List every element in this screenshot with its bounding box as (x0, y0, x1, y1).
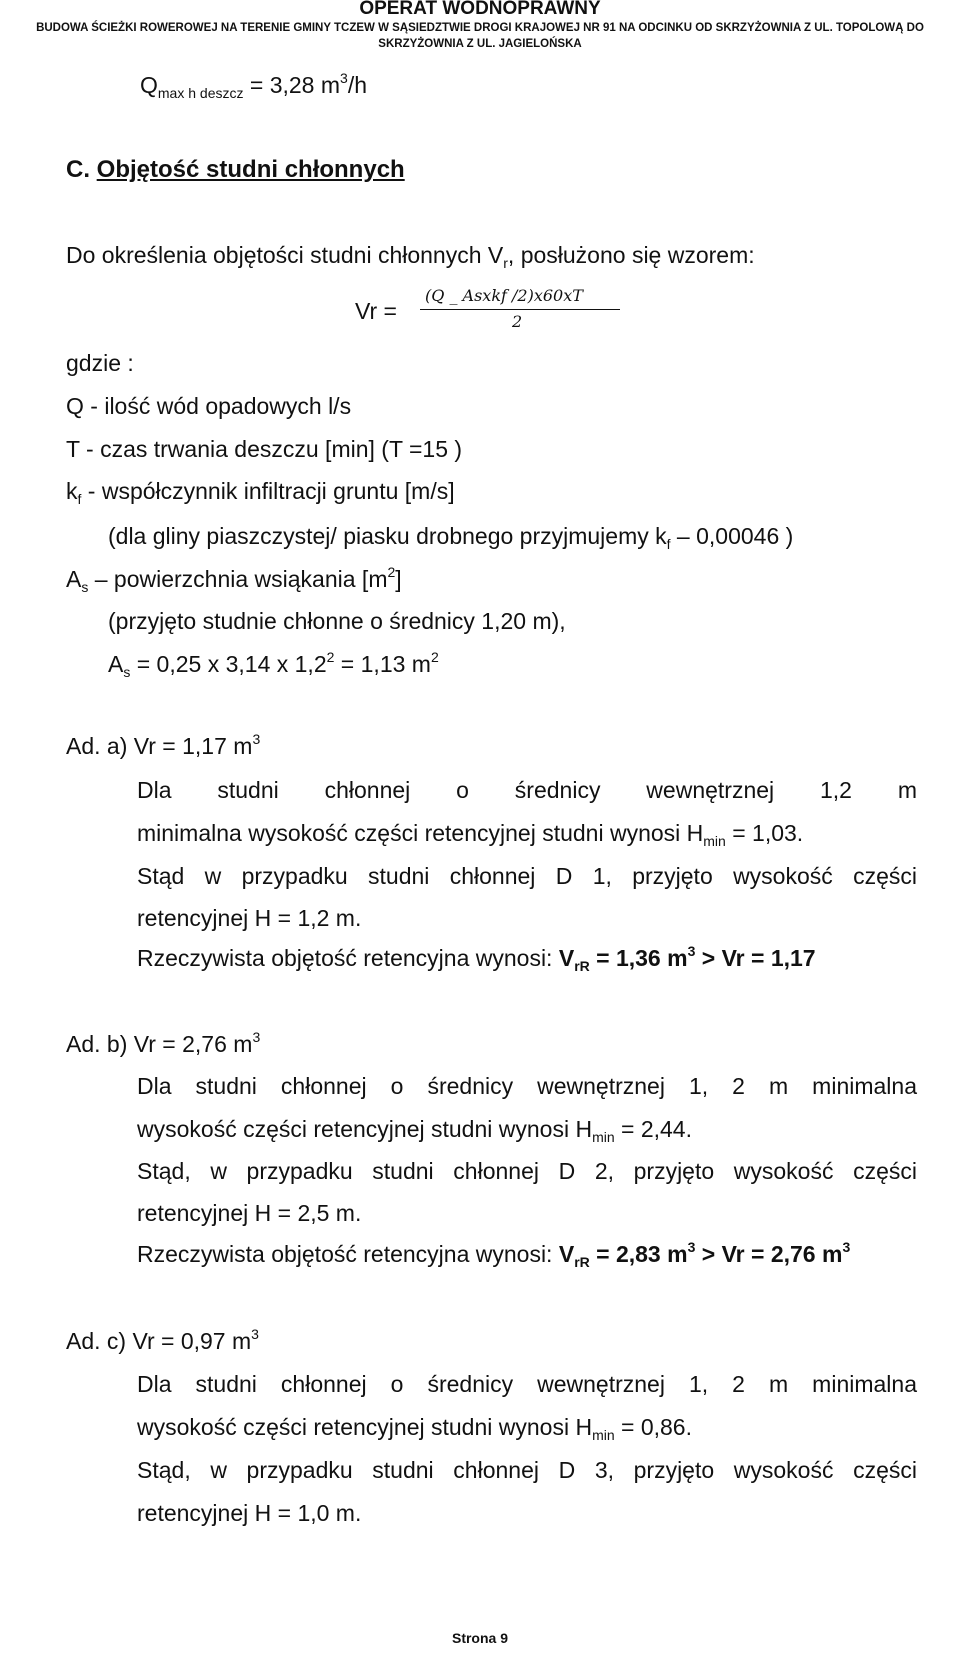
def-as-equation: $A_s = 0,25$ x 3,14 x $1,2^2 = 1,13$ $m^2$ (108, 649, 439, 680)
document-header-line-1: BUDOWA ŚCIEŻKI ROWEROWEJ NA TERENIE GMINY TCZEW W SĄSIEDZTWIE DROGI KRAJOWEJ NR 91 NA ODCINKU OD SKRZYŻOWNIA Z UL. TOPOLOWĄ DO (36, 22, 924, 34)
ad-a-heading: Ad. a) Vr = 1,17 $m^3$ (66, 731, 261, 759)
def-t: T - czas trwania deszczu [min] (T =15 ) (66, 436, 463, 462)
document-header-title: OPERAT WODNOPRAWNY (359, 0, 601, 19)
qmax-line: $Q_{max h deszcz} = 3,28$ $m^3/h$ (140, 70, 367, 101)
ad-c-line-3: Stąd, w przypadku studni chłonnej D 3, przyjęto wysokość części (137, 1457, 917, 1483)
ad-b-line-5: Rzeczywista objętość retencyjna wynosi: $V_{rR} = 2,83$ $m^3 > Vr = 2,76$ $m^3$ (137, 1239, 851, 1270)
ad-a-line-2: minimalna wysokość części retencyjnej studni wynosi $H_{min} = 1,03$. (137, 820, 804, 849)
formula-numerator: (Q _ Asxkf /2)x60xT (425, 286, 583, 305)
formula-fraction-bar (420, 309, 620, 310)
def-q: Q - ilość wód opadowych l/s (66, 393, 352, 419)
formula-denominator: 2 (512, 312, 523, 331)
ad-a-line-1: Dla studni chłonnej o średnicy wewnętrznej 1,2 m (137, 777, 917, 803)
ad-a-line-3: Stąd w przypadku studni chłonnej D 1, przyjęto wysokość części (137, 863, 917, 889)
ad-a-line-4: retencyjnej H = 1,2 m. (137, 905, 362, 931)
ad-b-line-1: Dla studni chłonnej o średnicy wewnętrznej 1, 2 m minimalna (137, 1073, 917, 1099)
ad-b-line-4: retencyjnej H = 2,5 m. (137, 1200, 362, 1226)
formula-lhs: Vr = (355, 298, 397, 324)
def-kf-note: (dla gliny piaszczystej/ piasku drobnego przyjmujemy $k_f - 0,00046$ ) (108, 523, 794, 552)
def-kf: $k_f$ - współczynnik infiltracji gruntu [m/s] (66, 478, 455, 507)
ad-b-line-3: Stąd, w przypadku studni chłonnej D 2, przyjęto wysokość części (137, 1158, 917, 1184)
intro-paragraph: Do określenia objętości studni chłonnych $V_r$, posłużono się wzorem: (66, 242, 755, 271)
ad-b-heading: Ad. b) Vr = 2,76 $m^3$ (66, 1029, 261, 1057)
ad-b-line-2: wysokość części retencyjnej studni wynosi $H_{min} = 2,44$. (137, 1116, 692, 1145)
def-as: $A_s$ – powierzchnia wsiąkania $[m^2]$ (66, 564, 402, 595)
page-number: Strona 9 (451, 1630, 508, 1646)
ad-a-line-5: Rzeczywista objętość retencyjna wynosi: $V_{rR} = 1,36$ $m^3 > Vr = 1,17$ (137, 943, 816, 974)
section-heading: C. Objętość studni chłonnych (66, 156, 405, 183)
gdzie-label: gdzie : (66, 350, 134, 376)
ad-c-line-2: wysokość części retencyjnej studni wynosi $H_{min} = 0,86$. (137, 1414, 692, 1443)
ad-c-line-4: retencyjnej H = 1,0 m. (137, 1500, 362, 1526)
ad-c-line-1: Dla studni chłonnej o średnicy wewnętrznej 1, 2 m minimalna (137, 1371, 917, 1397)
document-header-line-2: SKRZYŻOWNIA Z UL. JAGIELOŃSKA (378, 38, 582, 50)
def-as-note: (przyjęto studnie chłonne o średnicy 1,20 m), (108, 608, 566, 634)
ad-c-heading: Ad. c) Vr = 0,97 $m^3$ (66, 1326, 259, 1354)
